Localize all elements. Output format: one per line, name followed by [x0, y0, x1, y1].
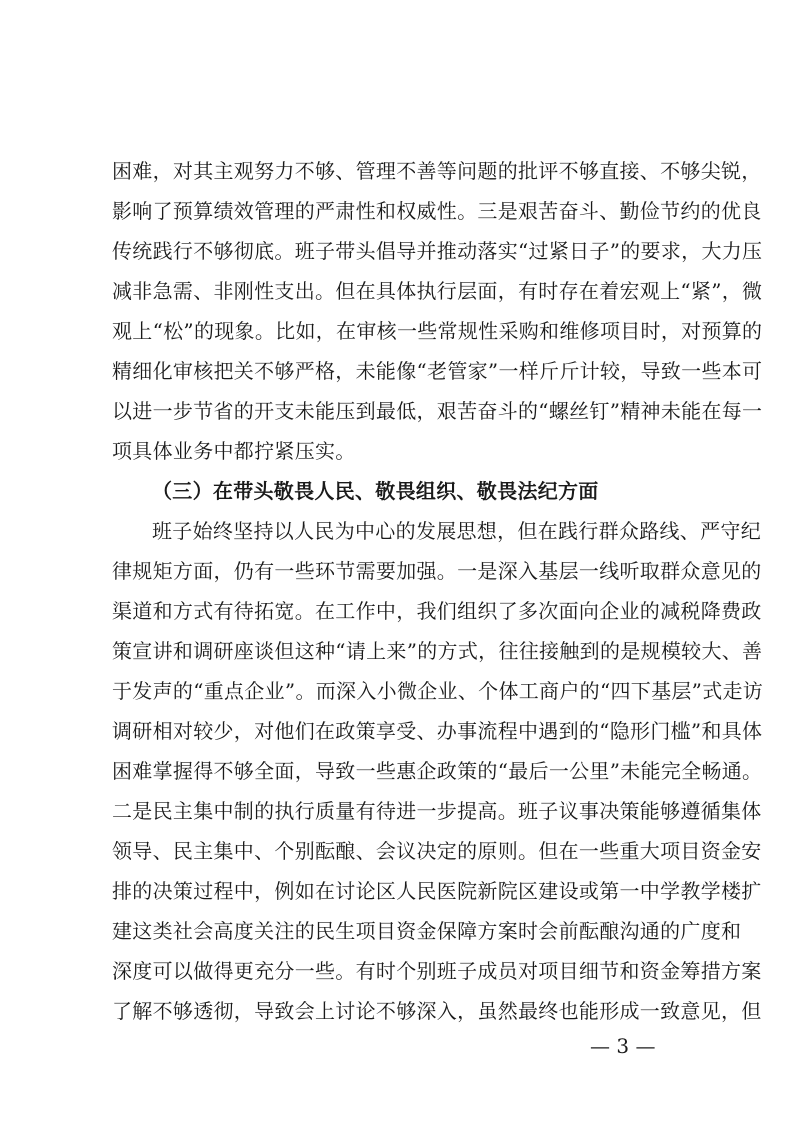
paragraph-first-line: 班子始终坚持以人民为中心的发展思想，但在践行群众路线、严守纪 [152, 519, 761, 543]
text-line: 建这类社会高度关注的民生项目资金保障方案时会前酝酿沟通的广度和 [112, 919, 742, 943]
text-line: 调研相对较少，对他们在政策享受、办事流程中遇到的“隐形门槛”和具体 [112, 719, 763, 743]
text-line: 于发声的“重点企业”。而深入小微企业、个体工商户的“四下基层”式走访 [112, 679, 764, 703]
text-line: 精细化审核把关不够严格，未能像“老管家”一样斤斤计较，导致一些本可 [112, 359, 763, 383]
text-line: 项具体业务中都拧紧压实。 [112, 439, 356, 463]
text-line: 深度可以做得更充分一些。有时个别班子成员对项目细节和资金筹措方案 [112, 959, 762, 983]
text-line: 传统践行不够彻底。班子带头倡导并推动落实“过紧日子”的要求，大力压 [112, 239, 763, 263]
text-line: 策宣讲和调研座谈但这种“请上来”的方式，往往接触到的是规模较大、善 [112, 639, 763, 663]
text-line: 困难掌握得不够全面，导致一些惠企政策的“最后一公里”未能完全畅通。 [112, 759, 763, 783]
text-line: 律规矩方面，仍有一些环节需要加强。一是深入基层一线听取群众意见的 [112, 559, 762, 583]
text-line: 渠道和方式有待拓宽。在工作中，我们组织了多次面向企业的减税降费政 [112, 599, 762, 623]
text-line: 以进一步节省的开支未能压到最低，艰苦奋斗的“螺丝钉”精神未能在每一 [112, 399, 763, 423]
page-number: — 3 — [590, 1034, 656, 1058]
text-line: 二是民主集中制的执行质量有待进一步提高。班子议事决策能够遵循集体 [112, 799, 762, 823]
text-line: 影响了预算绩效管理的严肃性和权威性。三是艰苦奋斗、勤俭节约的优良 [112, 199, 762, 223]
text-line: 排的决策过程中，例如在讨论区人民医院新院区建设或第一中学教学楼扩 [112, 879, 762, 903]
text-line: 领导、民主集中、个别酝酿、会议决定的原则。但在一些重大项目资金安 [112, 839, 762, 863]
text-line: 减非急需、非刚性支出。但在具体执行层面，有时存在着宏观上“紧”，微 [112, 279, 763, 303]
section-heading: （三）在带头敬畏人民、敬畏组织、敬畏法纪方面 [152, 479, 599, 503]
text-line: 困难，对其主观努力不够、管理不善等问题的批评不够直接、不够尖锐， [112, 159, 762, 183]
text-line: 观上“松”的现象。比如，在审核一些常规性采购和维修项目时，对预算的 [112, 319, 763, 343]
text-line: 了解不够透彻，导致会上讨论不够深入，虽然最终也能形成一致意见，但 [112, 999, 762, 1023]
